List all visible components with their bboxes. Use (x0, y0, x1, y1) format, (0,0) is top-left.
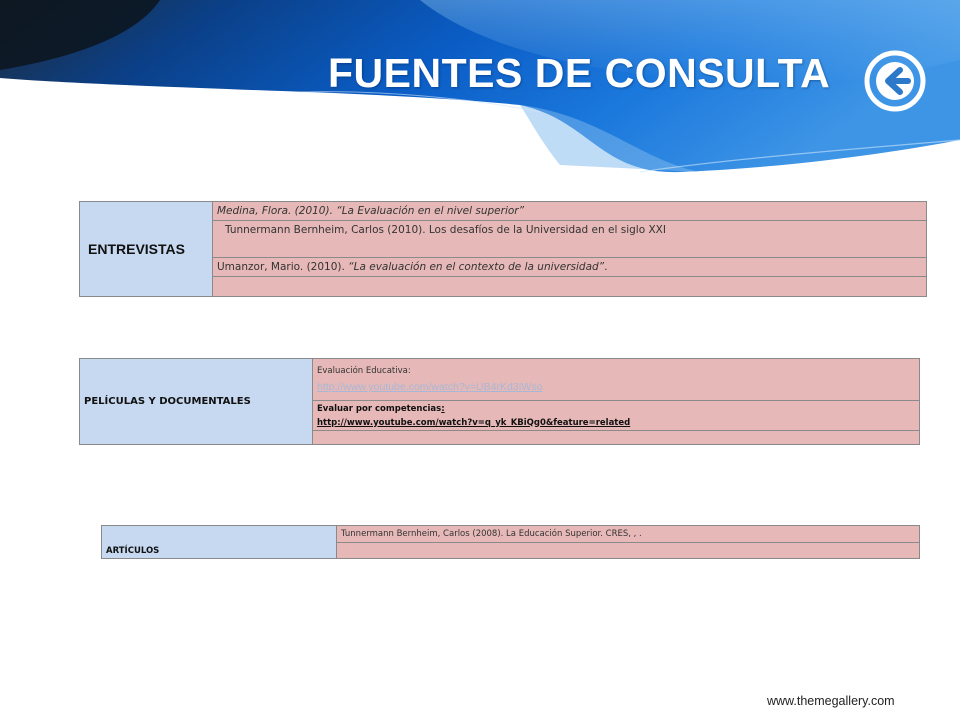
list-item (313, 359, 920, 401)
peliculas-table (79, 358, 920, 445)
page-title: FUENTES DE CONSULTA (328, 50, 831, 96)
entrevistas-table (79, 201, 927, 297)
video-link[interactable]: http://www.youtube.com/watch?v=q_yk_KBiQg0&feature=related (317, 417, 631, 428)
reference-author: Medina, Flora. (2010). (217, 205, 337, 217)
list-item (213, 258, 927, 277)
peliculas-label: PELÍCULAS Y DOCUMENTALES (80, 359, 313, 445)
empty-cell (337, 542, 920, 559)
articulos-label: ARTÍCULOS (102, 526, 337, 559)
video-title: Evaluar por competencias (317, 403, 442, 414)
reference-title: “La Evaluación en el nivel superior” (336, 205, 525, 217)
arrow-left-circle-icon[interactable] (862, 48, 928, 114)
reference-title: “La evaluación en el contexto de la universidad” (348, 261, 605, 273)
video-title-colon: : (441, 403, 445, 414)
list-item (313, 401, 920, 431)
video-link[interactable]: http://www.youtube.com/watch?v=UB4rKd3IWso (317, 381, 543, 393)
empty-cell (313, 431, 920, 445)
entrevistas-label: ENTREVISTAS (80, 202, 213, 297)
list-item: Tunnermann Bernheim, Carlos (2010). Los desafíos de la Universidad en el siglo XXI (213, 221, 927, 258)
reference-suffix: . (604, 261, 608, 273)
reference-author: Umanzor, Mario. (2010). (217, 261, 349, 273)
list-item (213, 202, 927, 221)
empty-cell (213, 277, 927, 297)
articulos-table (101, 525, 920, 559)
table-row (80, 359, 920, 401)
list-item: Tunnermann Bernheim, Carlos (2008). La Educación Superior. CRES, , . (337, 526, 920, 543)
table-row (80, 202, 927, 221)
footer-url[interactable]: www.themegallery.com (767, 694, 895, 708)
video-title: Evaluación Educativa: (317, 366, 411, 376)
table-row (102, 526, 920, 543)
header-banner (0, 0, 960, 200)
